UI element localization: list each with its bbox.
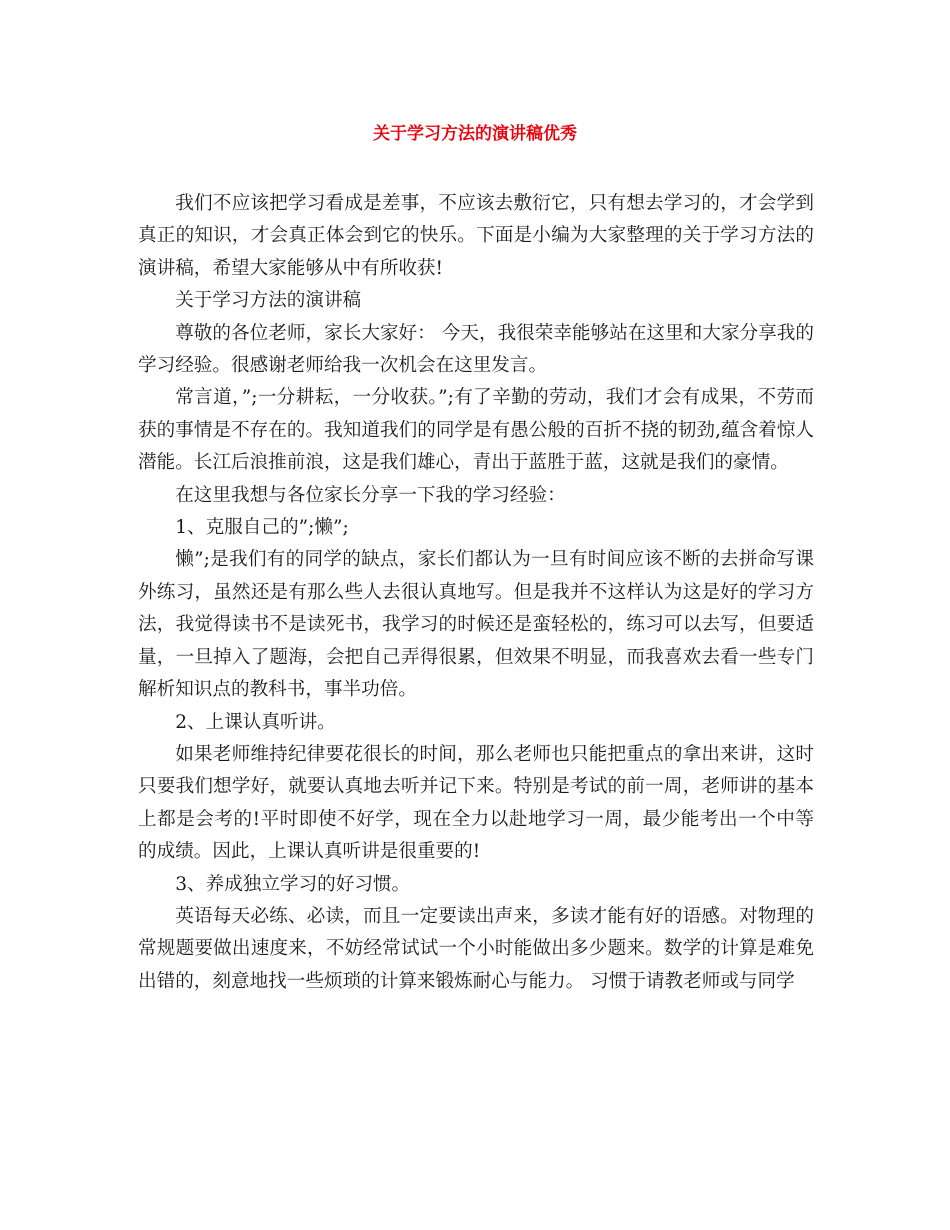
paragraph-section-1: 懒”;是我们有的同学的缺点，家长们都认为一旦有时间应该不断的去拼命写课外练习，虽然还是有那么些人去很认真地写。但是我并不这样认为这是好的学习方法，我觉得读书不是读死书，我学习的时候还是蛮轻松的，练习可以去写，但要适量，一旦掉入了题海，会把自己弄得很累，但效果不明显，而我喜欢去看一些专门解析知识点的教科书，事半功倍。: [138, 549, 814, 701]
paragraph-section-3: 英语每天必练、必读，而且一定要读出声来，多读才能有好的语感。对物理的常规题要做出速度来，不妨经常试试一个小时能做出多少题来。数学的计算是难免出错的，刻意地找一些烦琐的计算来锻炼耐心与能力。 习惯于请教老师或与同学: [138, 905, 814, 992]
paragraph-intro: 我们不应该把学习看成是差事，不应该去敷衍它，只有想去学习的，才会学到真正的知识，才会真正体会到它的快乐。下面是小编为大家整理的关于学习方法的演讲稿，希望大家能够从中有所收获!: [138, 193, 814, 279]
section-heading-1: 1、克服自己的”;懒”;: [175, 517, 349, 539]
paragraph-share-intro: 在这里我想与各位家长分享一下我的学习经验：: [175, 484, 566, 506]
document-title: 关于学习方法的演讲稿优秀: [373, 124, 577, 144]
paragraph-saying: 常言道，”;一分耕耘，一分收获。”;有了辛勤的劳动，我们才会有成果，不劳而获的事情是不存在的。我知道我们的同学是有愚公般的百折不挠的韧劲,蕴含着惊人潜能。长江后浪推前浪，这是我们雄心，青出于蓝胜于蓝，这就是我们的豪情。: [138, 387, 814, 474]
paragraph-greeting: 尊敬的各位老师，家长大家好： 今天，我很荣幸能够站在这里和大家分享我的学习经验。很感谢老师给我一次机会在这里发言。: [138, 322, 814, 377]
paragraph-section-2: 如果老师维持纪律要花很长的时间，那么老师也只能把重点的拿出来讲，这时只要我们想学好，就要认真地去听并记下来。特别是考试的前一周，老师讲的基本上都是会考的!平时即使不好学，现在全力以赴地学习一周，最少能考出一个中等的成绩。因此，上课认真听讲是很重要的!: [138, 743, 814, 863]
section-heading-2: 2、上课认真听讲。: [175, 711, 336, 733]
section-heading-3: 3、养成独立学习的好习惯。: [175, 873, 411, 895]
document-body: [138, 188, 814, 998]
paragraph-subtitle: 关于学习方法的演讲稿: [175, 290, 362, 312]
